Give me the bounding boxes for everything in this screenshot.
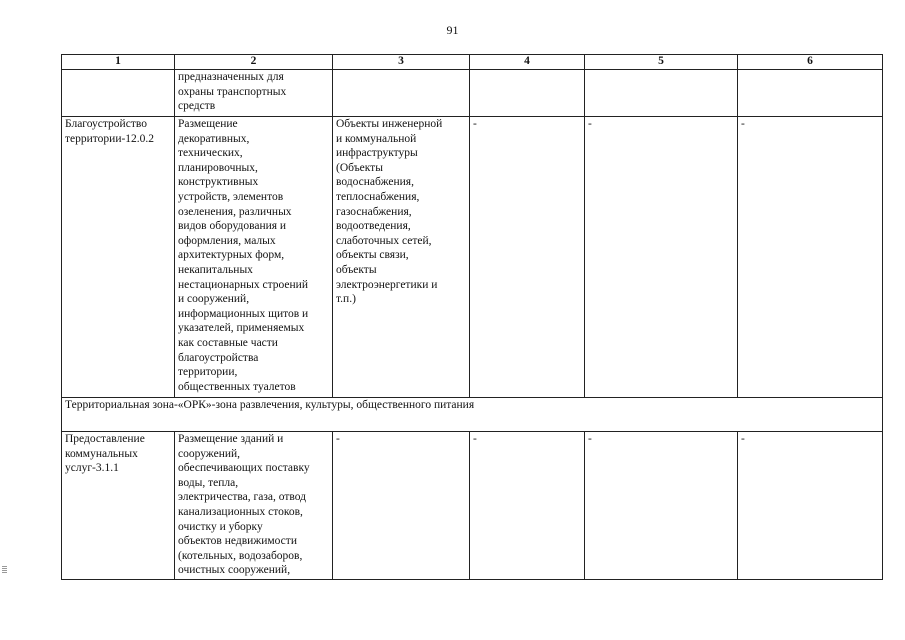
row-1-col-6 <box>738 70 883 117</box>
row-1-col-3 <box>333 70 470 117</box>
row-2-col-4: - <box>470 117 585 398</box>
table-header-row <box>62 55 883 70</box>
row-1-col-4 <box>470 70 585 117</box>
column-header-6: 6 <box>738 55 883 70</box>
row-3-col-3: - <box>333 432 470 580</box>
row-3-col-2: Размещение зданий и сооружений, обеспечивающих поставку воды, тепла, электричества, газа, отвод канализационных стоков, очистку и уборку объектов недвижимости (котельных, водозаборов, очистных сооружений, <box>175 432 333 580</box>
row-2-col-2: Размещение декоративных, технических, планировочных, конструктивных устройств, элементов озеленения, различных видов оборудования и оформления, малых архитектурных форм, некапитальных нестационарных строений и сооружений, информационных щитов и указателей, применяемых как составные части благоустройства территории, общественных туалетов <box>175 117 333 398</box>
page-number: 91 <box>446 23 459 37</box>
table-row <box>62 117 883 398</box>
zone-title: Территориальная зона-«ОРК»-зона развлечения, культуры, общественного питания <box>62 398 883 432</box>
column-header-3: 3 <box>333 55 470 70</box>
table-row <box>62 432 883 580</box>
table-row <box>62 70 883 117</box>
column-header-1: 1 <box>62 55 175 70</box>
row-1-col-5 <box>585 70 738 117</box>
column-header-4: 4 <box>470 55 585 70</box>
row-1-col-1 <box>62 70 175 117</box>
zone-title-row <box>62 398 883 432</box>
row-3-col-5: - <box>585 432 738 580</box>
land-use-table <box>61 54 883 580</box>
scan-margin-mark <box>2 566 7 574</box>
column-header-2: 2 <box>175 55 333 70</box>
column-header-5: 5 <box>585 55 738 70</box>
row-3-col-1: Предоставление коммунальных услуг-3.1.1 <box>62 432 175 580</box>
row-1-col-2: предназначенных для охраны транспортных средств <box>175 70 333 117</box>
row-2-col-5: - <box>585 117 738 398</box>
row-3-col-6: - <box>738 432 883 580</box>
row-3-col-4: - <box>470 432 585 580</box>
row-2-col-6: - <box>738 117 883 398</box>
row-2-col-3: Объекты инженерной и коммунальной инфраструктуры (Объекты водоснабжения, теплоснабжения, газоснабжения, водоотведения, слаботочных сетей, объекты связи, объекты электроэнергетики и т.п.) <box>333 117 470 398</box>
row-2-col-1: Благоустройство территории-12.0.2 <box>62 117 175 398</box>
